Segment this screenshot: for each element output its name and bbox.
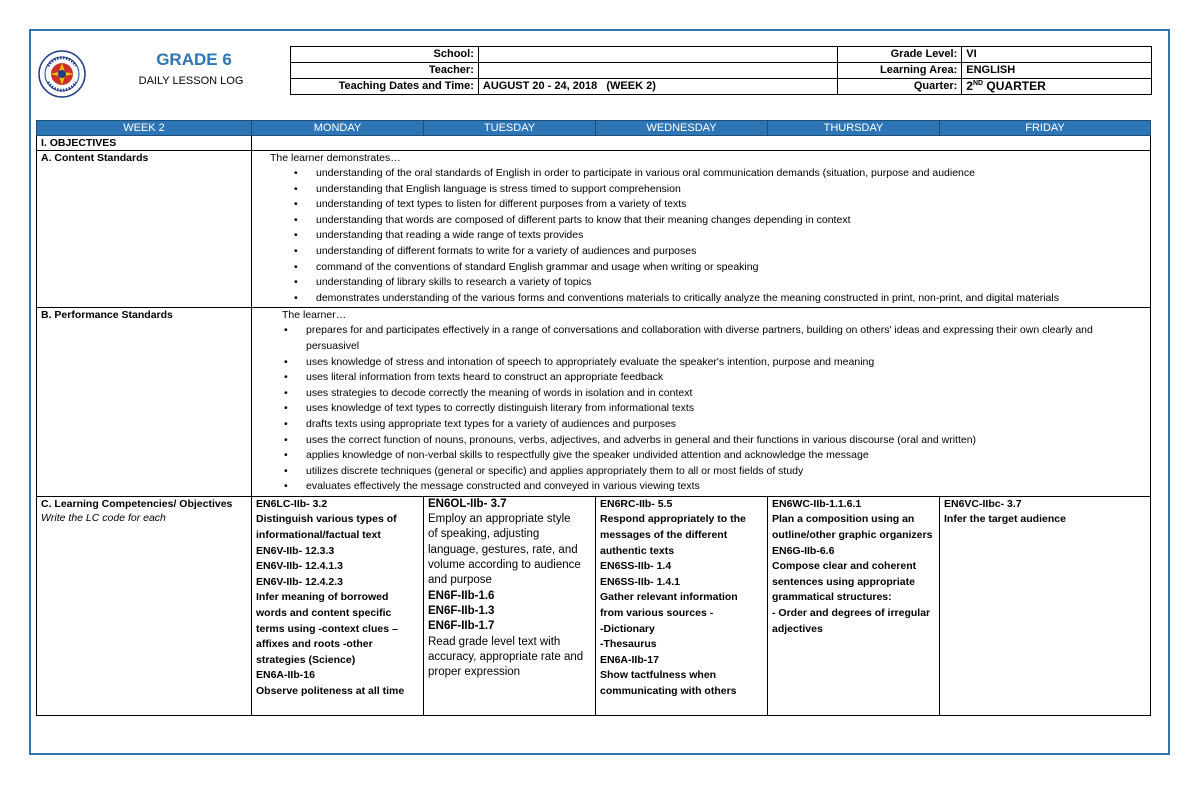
content-standard-item: • demonstrates understanding of the various forms and conventions materials to critically analyze the meaning constructed in print, non-print, and digital materials [316, 291, 1146, 307]
friday-competencies [940, 496, 1151, 715]
performance-standards-row [37, 308, 1151, 497]
quarter-value [962, 79, 1152, 95]
content-standards-list [256, 166, 1146, 306]
competency-line: Plan a composition using an outline/other graphic organizers [772, 513, 933, 542]
content-standard-item: • understanding of text types to listen for different purposes from a variety of texts [316, 197, 1146, 213]
content-standard-item: • command of the conventions of standard English grammar and usage when writing or speaking [316, 260, 1146, 276]
performance-standard-item: • uses knowledge of text types to correctly distinguish literary from informational texts [306, 401, 1146, 417]
competency-line: EN6SS-IIb- 1.4.1 [600, 575, 680, 588]
competency-line: EN6SS-IIb- 1.4 [600, 560, 672, 573]
competency-line: EN6V-IIb- 12.3.3 [256, 544, 335, 557]
quarter-suffix: ND [972, 80, 984, 87]
competency-line: Compose clear and coherent sentences using appropriate grammatical structures: [772, 560, 917, 604]
competency-line: EN6V-IIb- 12.4.2.3 [256, 575, 343, 588]
competency-line: EN6V-IIb- 12.4.1.3 [256, 560, 343, 573]
competency-line: EN6F-IIb-1.7 [428, 620, 495, 633]
competency-line: EN6A-IIb-16 [256, 669, 315, 682]
school-value [478, 47, 838, 63]
col-monday: MONDAY [252, 121, 424, 136]
col-tuesday: TUESDAY [424, 121, 596, 136]
competencies-label-cell [37, 496, 252, 715]
competencies-sublabel: Write the LC code for each [41, 511, 166, 524]
competency-line: -Dictionary [600, 622, 655, 635]
thursday-competencies [768, 496, 940, 715]
grade-level-value: VI [962, 47, 1152, 63]
monday-competencies [252, 496, 424, 715]
content-standards-label: A. Content Standards [37, 151, 252, 308]
competencies-label: C. Learning Competencies/ Objectives [41, 497, 233, 510]
performance-standards-list [256, 323, 1146, 495]
competency-line: EN6LC-IIb- 3.2 [256, 497, 328, 510]
performance-standard-item: • uses strategies to decode correctly the meaning of words in isolation and in context [306, 386, 1146, 402]
competency-line: Employ an appropriate style [428, 513, 571, 526]
competency-line: -Thesaurus [600, 638, 657, 651]
grade-level-label: Grade Level: [838, 47, 962, 63]
deped-seal-icon [38, 50, 86, 98]
competency-line: EN6G-IIb-6.6 [772, 544, 835, 557]
competency-line: Observe politeness at all time [256, 685, 405, 697]
competency-line: - Order and degrees of irregular adjectives [772, 607, 931, 635]
content-standards-lead: The learner demonstrates… [270, 152, 401, 164]
performance-standard-item: • drafts texts using appropriate text types for a variety of audiences and purposes [306, 417, 1146, 433]
column-header-row [37, 121, 1151, 136]
competency-line: EN6VC-IIbc- 3.7 [944, 497, 1022, 510]
teacher-value [478, 63, 838, 79]
dates-label: Teaching Dates and Time: [291, 79, 479, 95]
performance-standard-item: • prepares for and participates effectively in a range of conversations and collaboration with diverse partners, building on others' ideas and expressing their own clearly and persuasivel [306, 323, 1146, 354]
competency-line: volume according to audience [428, 559, 581, 572]
content-standard-item: • understanding that English language is stress timed to support comprehension [316, 182, 1146, 198]
content-standard-item: • understanding of different formats to write for a variety of audiences and purposes [316, 244, 1146, 260]
competencies-row [37, 496, 1151, 715]
school-label: School: [291, 47, 479, 63]
dates-value: AUGUST 20 - 24, 2018 (WEEK 2) [478, 79, 838, 95]
competency-line: EN6RC-IIb- 5.5 [600, 497, 673, 510]
quarter-label: Quarter: [838, 79, 962, 95]
content-standard-item: • understanding that words are composed of different parts to know that their meaning changes depending in context [316, 213, 1146, 229]
competency-line: Read grade level text with accuracy, appropriate rate and proper expression [428, 635, 584, 679]
performance-standard-item: • uses literal information from texts heard to construct an appropriate feedback [306, 370, 1146, 386]
performance-standards-lead: The learner… [282, 309, 347, 322]
performance-standard-item: • uses knowledge of stress and intonation of speech to appropriately evaluate the speaker's intention, purpose and meaning [306, 355, 1146, 371]
objectives-table [36, 120, 1151, 716]
quarter-number: 2 [966, 79, 973, 93]
competency-line: Infer the target audience [944, 513, 1066, 526]
objectives-heading: I. OBJECTIVES [37, 136, 252, 151]
competency-line: of speaking, adjusting language, gestures, rate, and [428, 528, 578, 556]
log-subtitle: DAILY LESSON LOG [138, 75, 244, 87]
quarter-word: QUARTER [983, 79, 1046, 93]
competency-line: EN6WC-IIb-1.1.6.1 [772, 497, 862, 510]
learning-area-label: Learning Area: [838, 63, 962, 79]
competency-line: EN6OL-IIb- 3.7 [428, 497, 507, 510]
competency-line: Respond appropriately to the messages of the different authentic texts [600, 513, 746, 557]
content-standard-item: • understanding of library skills to research a variety of topics [316, 275, 1146, 291]
learning-area-value: ENGLISH [962, 63, 1152, 79]
content-standards-row [37, 151, 1151, 308]
tuesday-competencies [424, 496, 596, 715]
performance-standard-item: • uses the correct function of nouns, pronouns, verbs, adjectives, and adverbs in general and their functions in various discourse (oral and written) [306, 433, 1146, 449]
competency-line: Infer meaning of borrowed words and content specific terms using -context clues – affixes and roots -other strategies (Science) [256, 591, 398, 666]
competency-line: EN6F-IIb-1.3 [428, 604, 495, 617]
performance-standard-item: • utilizes discrete techniques (general or specific) and applies appropriately them to all or most fields of study [306, 464, 1146, 480]
competency-line: Distinguish various types of informational/factual text [256, 513, 397, 542]
wednesday-competencies [596, 496, 768, 715]
content-standard-item: • understanding of the oral standards of English in order to participate in various oral communication demands (situation, purpose and audience [316, 166, 1146, 182]
competency-line: Gather relevant information from various sources - [600, 591, 738, 620]
performance-standards-label: B. Performance Standards [37, 308, 252, 497]
col-thursday: THURSDAY [768, 121, 940, 136]
teacher-label: Teacher: [291, 63, 479, 79]
competency-line: Show tactfulness when communicating with others [600, 669, 737, 697]
grade-title: GRADE 6 [156, 50, 232, 69]
col-week: WEEK 2 [37, 121, 252, 136]
header-info-table [290, 46, 1152, 95]
col-friday: FRIDAY [940, 121, 1151, 136]
competency-line: EN6F-IIb-1.6 [428, 589, 495, 602]
competency-line: EN6A-IIb-17 [600, 653, 659, 666]
lesson-log [36, 36, 1164, 758]
content-standard-item: • understanding that reading a wide range of texts provides [316, 228, 1146, 244]
objectives-heading-row [37, 136, 1151, 151]
competency-line: and purpose [428, 574, 492, 587]
performance-standard-item: • applies knowledge of non-verbal skills to respectfully give the speaker undivided attention and acknowledge the message [306, 448, 1146, 464]
col-wednesday: WEDNESDAY [596, 121, 768, 136]
performance-standard-item: • evaluates effectively the message constructed and conveyed in various viewing texts [306, 479, 1146, 495]
